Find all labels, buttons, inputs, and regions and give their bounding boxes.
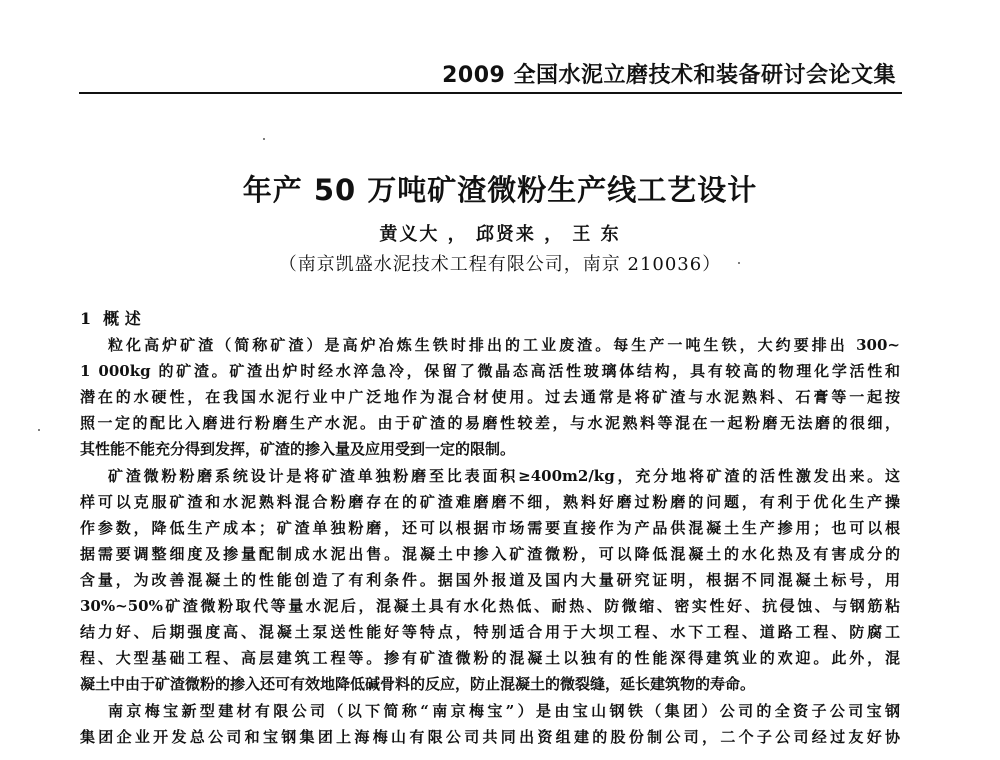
section-heading [80,306,141,329]
paper-authors: 黄义大 ， 邱贤来 ， 王 东 [379,224,621,245]
body-line: 矿渣微粉粉磨系统设计是将矿渣单独粉磨至比表面积≥400m2/kg，充分地将矿渣的活性激发出来。这 [108,467,900,485]
body-line: 集团企业开发总公司和宝钢集团上海梅山有限公司共同出资组建的股份制公司，二个子公司经过友好协 [80,728,900,746]
body-line: 凝土中由于矿渣微粉的掺入还可有效地降低碱骨料的反应，防止混凝土的微裂缝，延长建筑物的寿命。 [80,675,756,693]
running-header-title: 2009 全国水泥立磨技术和装备研讨会论文集 [442,63,896,88]
body-line: 据需要调整细度及掺量配制成水泥出售。混凝土中掺入矿渣微粉，可以降低混凝土的水化热及有害成分的 [80,545,900,563]
body-line: 样可以克服矿渣和水泥熟料混合粉磨存在的矿渣难磨磨不细，熟料好磨过粉磨的问题，有利于优化生产操 [80,493,900,511]
body-line: 30%~50%矿渣微粉取代等量水泥后，混凝土具有水化热低、耐热、防微缩、密实性好、抗侵蚀、与钢筋粘 [80,597,900,615]
body-line: 其性能不能充分得到发挥，矿渣的掺入量及应用受到一定的限制。 [80,440,516,458]
section-title: 概 述 [103,309,141,328]
section-number: 1 [80,309,92,328]
body-line: 结力好、后期强度高、混凝土泵送性能好等特点，特别适合用于大坝工程、水下工程、道路工程、防腐工 [80,623,900,641]
body-line: 1 000kg 的矿渣。矿渣出炉时经水淬急冷，保留了微晶态高活性玻璃体结构，具有较高的物理化学活性和 [80,362,900,380]
scan-speck [38,429,40,431]
body-line: 潜在的水硬性，在我国水泥行业中广泛地作为混合材使用。过去通常是将矿渣与水泥熟料、石膏等一起按 [80,388,900,406]
body-line: 含量，为改善混凝土的性能创造了有利条件。据国外报道及国内大量研究证明，根据不同混凝土标号，用 [80,571,900,589]
running-header [79,56,902,94]
paper-title: 年产 50 万吨矿渣微粉生产线工艺设计 [242,173,758,207]
body-line: 程、大型基础工程、高层建筑工程等。掺有矿渣微粉的混凝土以独有的性能深得建筑业的欢迎。此外，混 [80,649,900,667]
body-line: 南京梅宝新型建材有限公司（以下简称“南京梅宝”）是由宝山钢铁（集团）公司的全资子公司宝钢 [108,702,900,720]
scan-speck [738,262,740,264]
body-line: 作参数，降低生产成本；矿渣单独粉磨，还可以根据市场需要直接作为产品供混凝土生产掺用；也可以根 [80,519,900,537]
scan-speck [263,138,265,140]
body-line: 粒化高炉矿渣（简称矿渣）是高炉冶炼生铁时排出的工业废渣。每生产一吨生铁，大约要排出 300~ [108,336,900,354]
paper-affiliation: （南京凯盛水泥技术工程有限公司，南京 210036） [278,254,722,275]
body-line: 照一定的配比入磨进行粉磨生产水泥。由于矿渣的易磨性较差，与水泥熟料等混在一起粉磨无法磨的很细， [80,414,900,432]
